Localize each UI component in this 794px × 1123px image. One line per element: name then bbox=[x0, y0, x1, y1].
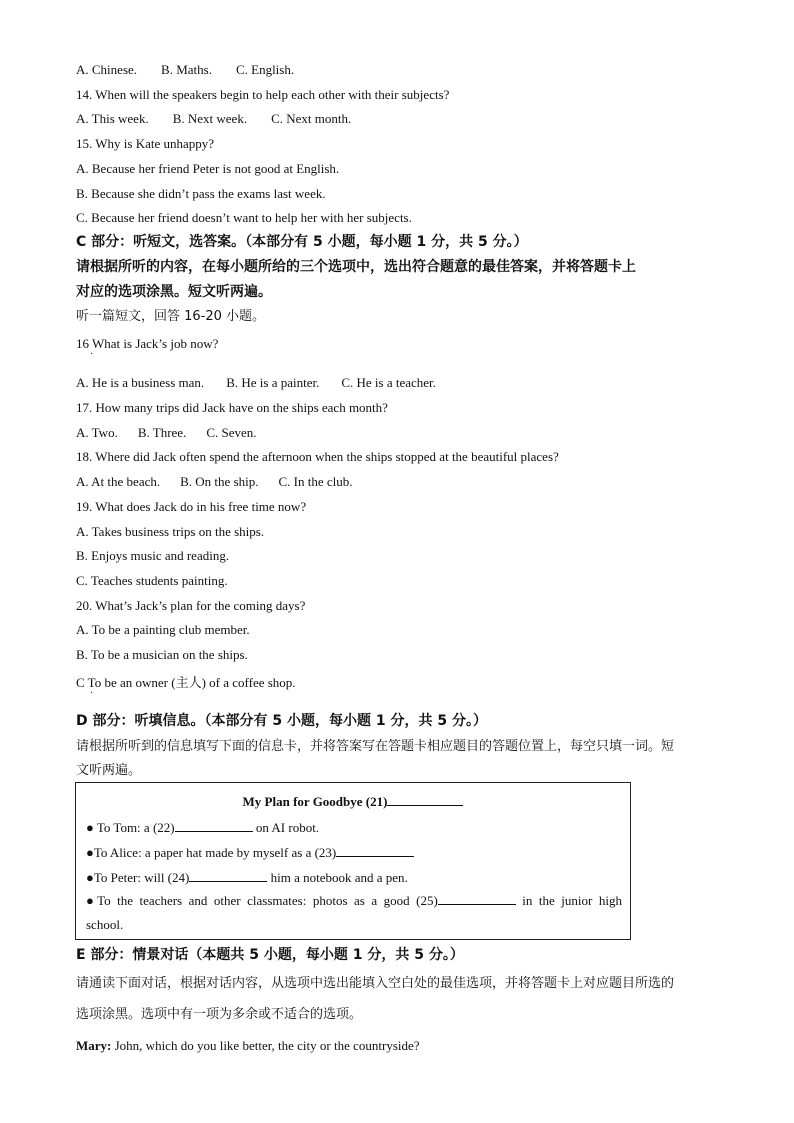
q19-question: 19. What does Jack do in his free time now? bbox=[76, 499, 307, 514]
section-c-instruction-1: 请根据所听的内容，在每小题所给的三个选项中，选出符合题意的最佳答案，并将答题卡上 bbox=[76, 259, 636, 275]
q14-option-c: C. Next month. bbox=[271, 111, 352, 126]
q16-option-b: B. He is a painter. bbox=[226, 375, 320, 390]
q18-question: 18. Where did Jack often spend the afternoon when the ships stopped at the beautiful places? bbox=[76, 449, 559, 464]
info-card-item-tom bbox=[86, 819, 319, 836]
q17-option-c: C. Seven. bbox=[206, 425, 257, 440]
blank-24[interactable] bbox=[189, 869, 267, 882]
info-card-item-alice bbox=[86, 844, 414, 861]
q17-option-b: B. Three. bbox=[137, 425, 187, 440]
info-card bbox=[75, 782, 631, 940]
blank-25[interactable] bbox=[438, 892, 516, 905]
q16-option-c: C. He is a teacher. bbox=[341, 375, 436, 390]
section-e-heading: E 部分：情景对话（本题共 5 小题，每小题 1 分，共 5 分。） bbox=[76, 947, 464, 963]
item-teachers-prefix: ●To the teachers and other classmates: photos as a good (25) bbox=[86, 893, 438, 908]
section-c-subheading: 听一篇短文，回答 16-20 小题。 bbox=[76, 309, 266, 324]
q15-question: 15. Why is Kate unhappy? bbox=[76, 136, 215, 151]
info-card-title-text: My Plan for Goodbye (21) bbox=[242, 794, 388, 809]
q15-option-c: C. Because her friend doesn’t want to help her with her subjects. bbox=[76, 210, 412, 225]
section-e-instruction-1: 请通读下面对话，根据对话内容，从选项中选出能填入空白处的最佳选项，并将答题卡上对应题目所选的 bbox=[76, 976, 675, 991]
q14-option-a: A. This week. bbox=[76, 111, 149, 126]
stray-dot: · bbox=[90, 688, 94, 699]
q18-option-a: A. At the beach. bbox=[76, 474, 161, 489]
q19-option-b: B. Enjoys music and reading. bbox=[76, 548, 230, 563]
q20-option-a: A. To be a painting club member. bbox=[76, 622, 250, 637]
q14-question: 14. When will the speakers begin to help each other with their subjects? bbox=[76, 87, 450, 102]
item-tom-prefix: ● To Tom: a (22) bbox=[86, 820, 175, 835]
section-d-instruction-1: 请根据所听到的信息填写下面的信息卡，并将答案写在答题卡相应题目的答题位置上，每空只填一词。短 bbox=[76, 739, 675, 754]
q19-option-a: A. Takes business trips on the ships. bbox=[76, 524, 265, 539]
q13-options bbox=[76, 62, 294, 78]
section-c-instruction-2: 对应的选项涂黑。短文听两遍。 bbox=[76, 284, 272, 300]
q18-option-c: C. In the club. bbox=[278, 474, 353, 489]
info-card-item-teachers bbox=[86, 888, 622, 913]
q14-option-b: B. Next week. bbox=[172, 111, 248, 126]
q18-option-b: B. On the ship. bbox=[180, 474, 259, 489]
q20-option-c: C To be an owner (主人) of a coffee shop. bbox=[76, 675, 296, 690]
q20-question: 20. What’s Jack’s plan for the coming days? bbox=[76, 598, 306, 613]
q16-options bbox=[76, 375, 436, 391]
item-peter-suffix: him a notebook and a pen. bbox=[267, 870, 408, 885]
q13-option-c: C. English. bbox=[235, 62, 295, 77]
blank-23[interactable] bbox=[336, 844, 414, 857]
q15-option-a: A. Because her friend Peter is not good at English. bbox=[76, 161, 340, 176]
q18-options bbox=[76, 474, 353, 490]
item-tom-suffix: on AI robot. bbox=[252, 820, 320, 835]
q17-options bbox=[76, 425, 257, 441]
blank-22[interactable] bbox=[175, 819, 253, 832]
blank-21[interactable] bbox=[387, 793, 463, 806]
q20-option-b: B. To be a musician on the ships. bbox=[76, 647, 248, 662]
q13-option-b: B. Maths. bbox=[161, 62, 212, 77]
info-card-item-teachers-cont: school. bbox=[86, 917, 124, 932]
q17-question: 17. How many trips did Jack have on the ships each month? bbox=[76, 400, 388, 415]
q14-options bbox=[76, 111, 351, 127]
q15-option-b: B. Because she didn’t pass the exams last week. bbox=[76, 186, 326, 201]
q13-option-a: A. Chinese. bbox=[76, 62, 138, 77]
section-d-instruction-2: 文听两遍。 bbox=[76, 763, 142, 778]
dialogue-line-1 bbox=[76, 1038, 420, 1054]
q17-option-a: A. Two. bbox=[76, 425, 118, 440]
stray-dot: · bbox=[90, 349, 94, 360]
section-c-heading: C 部分：听短文，选答案。（本部分有 5 小题，每小题 1 分，共 5 分。） bbox=[76, 234, 528, 250]
section-e-instruction-2: 选项涂黑。选项中有一项为多余或不适合的选项。 bbox=[76, 1007, 363, 1022]
q16-question: 16 What is Jack’s job now? bbox=[76, 336, 219, 351]
item-peter-prefix: ●To Peter: will (24) bbox=[86, 870, 190, 885]
info-card-item-peter bbox=[86, 869, 408, 886]
dialogue-text: John, which do you like better, the city or the countryside? bbox=[111, 1038, 420, 1053]
q19-option-c: C. Teaches students painting. bbox=[76, 573, 228, 588]
item-alice-prefix: ●To Alice: a paper hat made by myself as a (23) bbox=[86, 845, 337, 860]
section-d-heading: D 部分：听填信息。（本部分有 5 小题，每小题 1 分，共 5 分。） bbox=[76, 713, 487, 729]
info-card-title bbox=[76, 793, 630, 810]
q16-option-a: A. He is a business man. bbox=[76, 375, 205, 390]
speaker-mary: Mary: bbox=[76, 1038, 112, 1053]
item-teachers-suffix: in the junior high bbox=[515, 893, 622, 908]
